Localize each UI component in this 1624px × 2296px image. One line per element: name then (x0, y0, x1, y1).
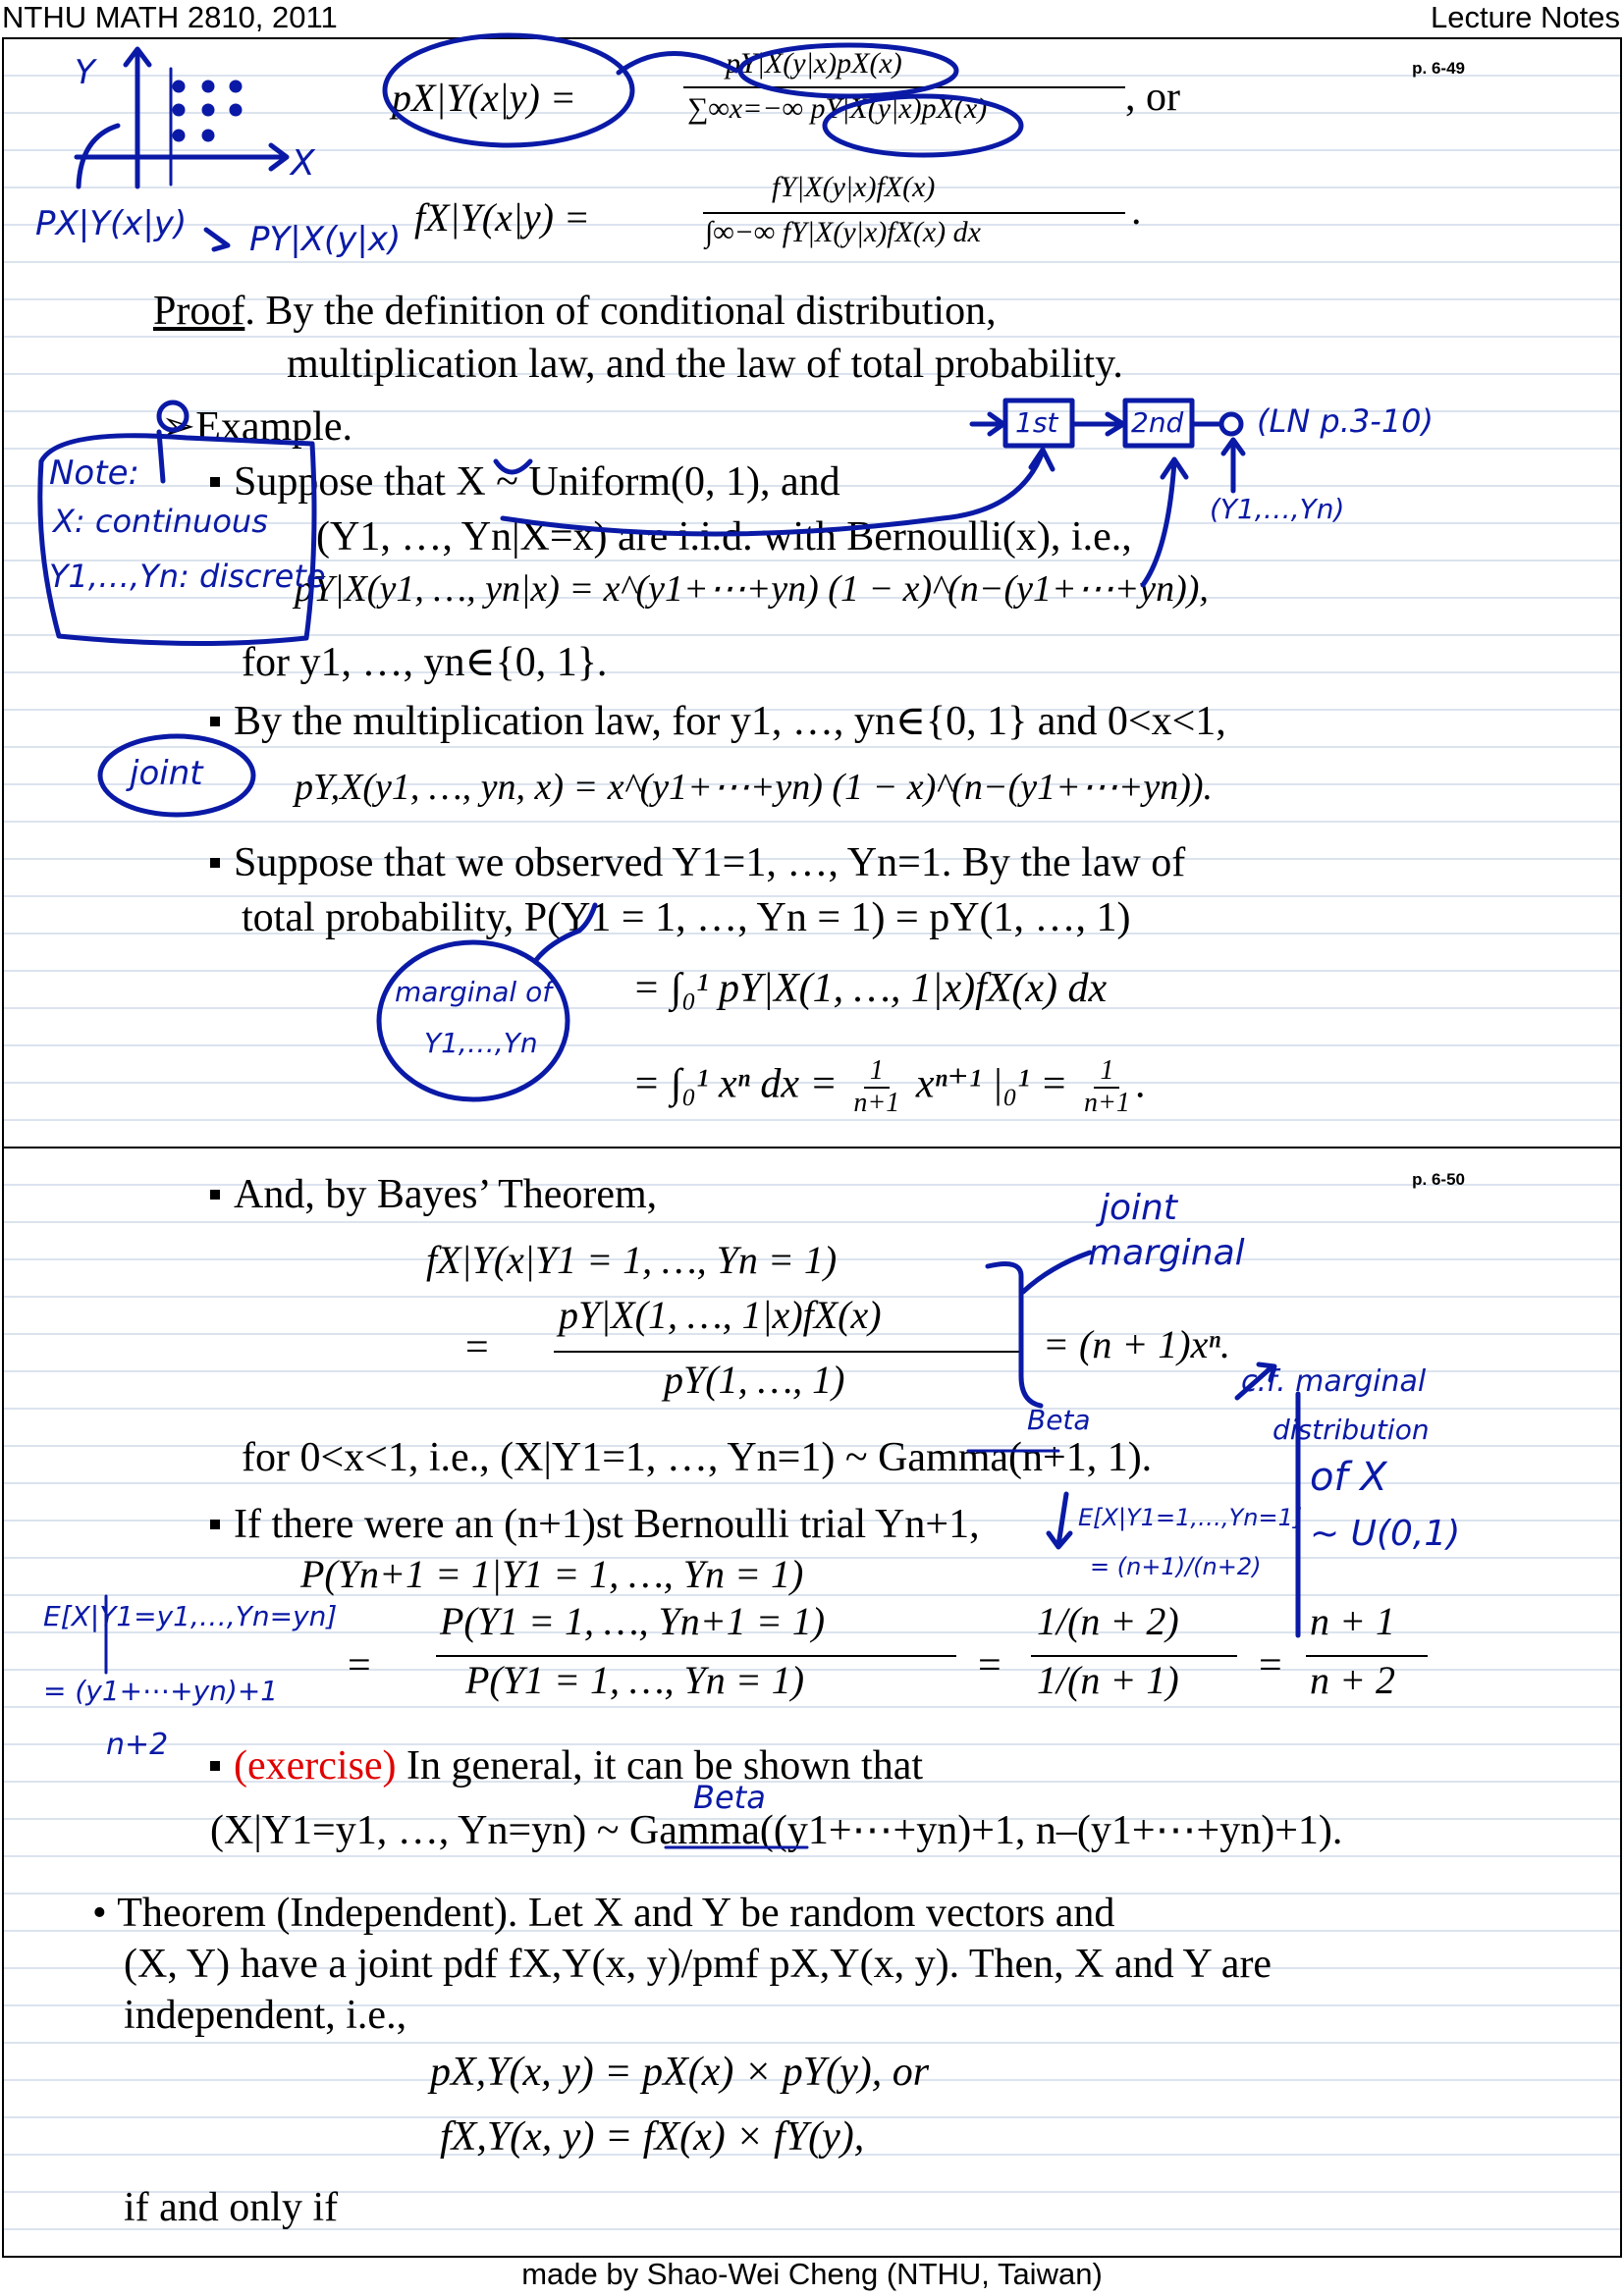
ink-expectation-1-value: = (n+1)/(n+2) (1090, 1553, 1262, 1580)
bayes-numerator: pY|X(1, …, 1|x)fX(x) (559, 1293, 882, 1337)
ink-joint-2: joint (1100, 1188, 1177, 1228)
ink-beta-2: Beta (693, 1779, 766, 1816)
ink-ellipse-den (825, 96, 1021, 155)
header-lecture-notes: Lecture Notes (1431, 0, 1620, 34)
eq1-lhs: pX|Y(x|y) = (392, 76, 576, 120)
bayes-denominator: pY(1, …, 1) (664, 1358, 845, 1402)
exercise-formula: (X|Y1=y1, …, Yn=yn) ~ Gamma((y1+⋯+yn)+1, n–(y1+⋯+yn)+1). (210, 1808, 1343, 1853)
bayes-text: And, by Bayes’ Theorem, (234, 1172, 658, 1217)
bullet3-line4: = ∫₀¹ xⁿ dx = $\frac{1}{n+1}$ xⁿ⁺¹ |₀¹ = $\frac{1}{n+1}$ . (632, 1055, 1147, 1118)
ink-1st: 1st (1015, 406, 1058, 439)
bayes-result: = (n + 1)xⁿ. (1043, 1322, 1230, 1366)
bullet1-formula: pY|X(y1, …, yn|x) = x^(y1+⋯+yn) (1 − x)^(n−(y1+⋯+yn)), (295, 568, 1209, 610)
ink-expectation-1: E[X|Y1=1,…,Yn=1] (1078, 1504, 1303, 1531)
ink-pxy: PX|Y(x|y) (35, 204, 188, 243)
ink-note-y: Y1,…,Yn: discrete (49, 558, 326, 595)
ink-cf-marginal: c.f. marginal (1241, 1364, 1427, 1399)
theorem-line3: independent, i.e., (124, 1993, 407, 2038)
ink-y-axis (126, 49, 149, 187)
bullet3-line2: total probability, P(Y1 = 1, …, Yn = 1) = pY(1, …, 1) (242, 895, 1131, 940)
ink-joint: joint (130, 754, 203, 793)
predictive-frac1-num: P(Y1 = 1, …, Yn+1 = 1) (440, 1599, 826, 1643)
ink-x-axis (77, 145, 287, 169)
page-number: p. 6-50 (1412, 1170, 1465, 1189)
bullet1-line3: for y1, …, yn∈{0, 1}. (242, 640, 608, 685)
theorem-line4: if and only if (124, 2185, 339, 2230)
ink-arrow-small (206, 230, 228, 249)
proof-text: . By the definition of conditional distribution, (244, 289, 997, 334)
eq1-denominator: ∑∞x=−∞ pY|X(y|x)pX(x) (687, 92, 988, 125)
bullet1-line2: (Y1, …, Yn|X=x) are i.i.d. with Bernoulli(x), i.e., (316, 514, 1132, 560)
ink-marginal-of: marginal of (395, 976, 553, 1008)
predictive-frac2-num: 1/(n + 2) (1037, 1599, 1179, 1643)
ink-marginal-2: marginal (1088, 1233, 1245, 1273)
theorem-line2: (X, Y) have a joint pdf fX,Y(x, y)/pmf pX,Y(x, y). Then, X and Y are (124, 1942, 1272, 1987)
proof-label: Proof (153, 289, 245, 334)
ink-ellipse-marginal (379, 942, 568, 1099)
ink-ln-ref: (LN p.3-10) (1257, 402, 1435, 440)
footer-credit: made by Shao-Wei Cheng (NTHU, Taiwan) (521, 2257, 1103, 2291)
ink-ellipse-lhs (385, 35, 632, 145)
theorem-line1: • Theorem (Independent). Let X and Y be random vectors and (92, 1891, 1115, 1936)
proof-line2: multiplication law, and the law of total probability. (287, 342, 1123, 387)
bullet3-text: Suppose that we observed Y1=1, …, Yn=1. By the law of (234, 840, 1186, 885)
page-number: p. 6-49 (1412, 59, 1465, 78)
ink-pyx: PY|X(y|x) (249, 220, 402, 259)
ink-circle-example (159, 402, 187, 430)
ink-arrow-to-2nd (1143, 459, 1186, 585)
bullet1-text: Suppose that X ~ Uniform(0, 1), and (234, 459, 840, 505)
ink-label-x: X (291, 143, 315, 184)
bayes-lhs: fX|Y(x|Y1 = 1, …, Yn = 1) (426, 1238, 838, 1282)
gamma-line: for 0<x<1, i.e., (X|Y1=1, …, Yn=1) ~ Gamma(n+1, 1). (242, 1435, 1153, 1480)
ink-expectation-2-den: n+2 (106, 1728, 169, 1762)
bullet3-evaluation: xⁿ⁺¹ |₀¹ = (915, 1061, 1068, 1107)
ink-note: Note: (49, 454, 139, 493)
theorem-eq2: fX,Y(x, y) = fX(x) × fY(y), (440, 2114, 865, 2160)
ink-distribution: distribution (1272, 1414, 1430, 1446)
predictive-equals-2: = (978, 1643, 1001, 1688)
eq2-period: . (1131, 188, 1142, 234)
ink-arrow-to-1st (503, 450, 1053, 534)
ink-note-x: X: continuous (53, 503, 268, 540)
predictive-frac1-den: P(Y1 = 1, …, Yn = 1) (465, 1658, 805, 1702)
bullet2-text: By the multiplication law, for y1, …, yn∈{0, 1} and 0<x<1, (234, 699, 1226, 744)
exercise-text: In general, it can be shown that (396, 1743, 924, 1789)
fraction-1-over-n-plus-1: $\frac{1}{n+1}$ (853, 1055, 900, 1118)
eq1-or: , or (1125, 75, 1180, 120)
predictive-equals-3: = (1259, 1643, 1282, 1688)
predictive-frac3-den: n + 2 (1310, 1658, 1395, 1702)
predictive-frac2-den: 1/(n + 1) (1037, 1658, 1179, 1702)
ink-arrow-link (619, 53, 736, 73)
ink-of-x: of X (1310, 1455, 1387, 1500)
ink-label-y: Y (75, 53, 95, 92)
ink-uniform: ~ U(0,1) (1310, 1514, 1461, 1554)
bullet3-integral: = ∫₀¹ xⁿ dx = (632, 1061, 838, 1107)
next-trial-text: If there were an (n+1)st Bernoulli trial Yn+1, (234, 1502, 980, 1547)
eq2-denominator: ∫∞−∞ fY|X(y|x)fX(x) dx (705, 216, 981, 248)
bullet2-formula: pY,X(y1, …, yn, x) = x^(y1+⋯+yn) (1 − x)^(n−(y1+⋯+yn)). (295, 767, 1214, 808)
exercise-label: (exercise) (234, 1743, 397, 1789)
eq2-lhs: fX|Y(x|y) = (414, 195, 590, 240)
ink-y1-yn: (Y1,…,Yn) (1210, 493, 1345, 525)
fraction-result: $\frac{1}{n+1}$ (1084, 1055, 1130, 1118)
ink-2nd: 2nd (1131, 406, 1184, 439)
ink-expectation-2: E[X|Y1=y1,…,Yn=yn] (43, 1600, 338, 1632)
ink-marginal-y: Y1,…,Yn (424, 1027, 538, 1059)
eq2-numerator: fY|X(y|x)fX(x) (772, 171, 936, 203)
predictive-equals-1: = (348, 1643, 371, 1688)
bayes-equals: = (465, 1325, 489, 1370)
ink-beta-1: Beta (1027, 1404, 1091, 1436)
example-label: Example. (195, 404, 352, 450)
predictive-lhs: P(Yn+1 = 1|Y1 = 1, …, Yn = 1) (300, 1552, 804, 1596)
example-heading: ➢Example. (161, 404, 352, 450)
theorem-eq1: pX,Y(x, y) = pX(x) × pY(y), or (430, 2050, 930, 2095)
header-course: NTHU MATH 2810, 2011 (2, 0, 338, 34)
ink-expectation-2-num: = (y1+⋯+yn)+1 (43, 1675, 279, 1707)
bullet3-line3: = ∫₀¹ pY|X(1, …, 1|x)fX(x) dx (632, 966, 1108, 1011)
eq1-numerator: pY|X(y|x)pX(x) (726, 47, 902, 80)
ink-ellipse-num (740, 45, 956, 96)
predictive-frac3-num: n + 1 (1310, 1599, 1395, 1643)
theorem-text-1: Theorem (Independent). Let X and Y be random vectors and (117, 1891, 1115, 1936)
